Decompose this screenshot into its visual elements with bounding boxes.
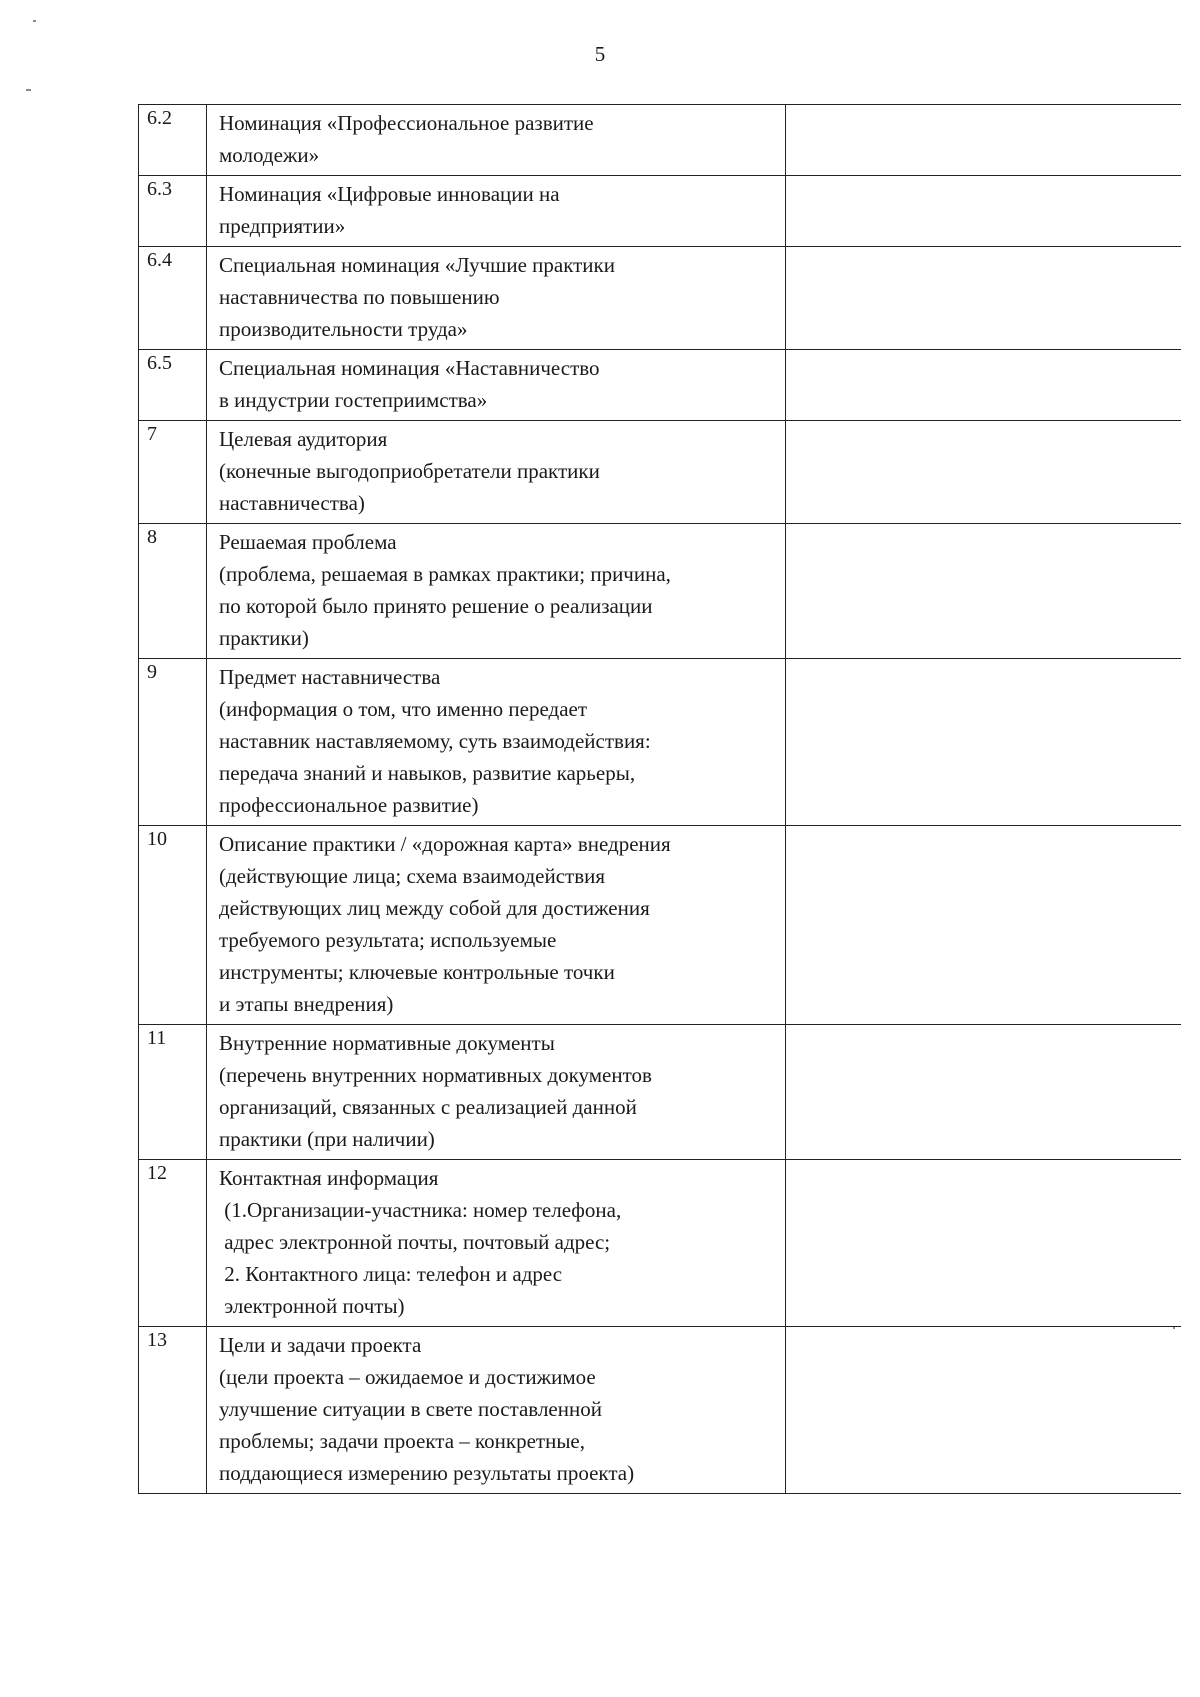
row-description	[207, 826, 786, 1025]
row-number: 6.2	[139, 105, 207, 176]
description-line: улучшение ситуации в свете поставленной	[219, 1397, 602, 1421]
row-description	[207, 105, 786, 176]
description-line: Внутренние нормативные документы	[219, 1031, 555, 1055]
scan-speck	[33, 20, 36, 22]
description-line: по которой было принято решение о реализации	[219, 594, 653, 618]
row-description	[207, 247, 786, 350]
scan-speck	[26, 89, 31, 91]
description-line: Цели и задачи проекта	[219, 1333, 422, 1357]
row-value-cell[interactable]	[786, 524, 1182, 659]
row-value-cell[interactable]	[786, 1025, 1182, 1160]
description-line: передача знаний и навыков, развитие карьеры,	[219, 761, 636, 785]
description-line: Предмет наставничества	[219, 665, 441, 689]
description-line: Решаемая проблема	[219, 530, 397, 554]
row-value-cell[interactable]	[786, 659, 1182, 826]
row-number: 8	[139, 524, 207, 659]
table-row	[139, 524, 1182, 659]
row-number: 6.3	[139, 176, 207, 247]
description-line: молодежи»	[219, 143, 320, 167]
description-line: Номинация «Профессиональное развитие	[219, 111, 594, 135]
row-value-cell[interactable]	[786, 826, 1182, 1025]
row-description	[207, 1160, 786, 1327]
row-value-cell[interactable]	[786, 421, 1182, 524]
row-number: 13	[139, 1327, 207, 1494]
row-description	[207, 350, 786, 421]
description-line: инструменты; ключевые контрольные точки	[219, 960, 615, 984]
description-line: адрес электронной почты, почтовый адрес;	[219, 1230, 611, 1254]
description-line: Номинация «Цифровые инновации на	[219, 182, 560, 206]
row-description	[207, 524, 786, 659]
row-number: 6.5	[139, 350, 207, 421]
description-line: Целевая аудитория	[219, 427, 388, 451]
table-row	[139, 1025, 1182, 1160]
description-line: Специальная номинация «Наставничество	[219, 356, 600, 380]
description-line: 2. Контактного лица: телефон и адрес	[219, 1262, 563, 1286]
description-line: в индустрии гостеприимства»	[219, 388, 488, 412]
application-form-table	[138, 104, 1181, 1494]
description-line: электронной почты)	[219, 1294, 405, 1318]
description-line: Специальная номинация «Лучшие практики	[219, 253, 615, 277]
description-line: наставничества)	[219, 491, 365, 515]
description-line: и этапы внедрения)	[219, 992, 394, 1016]
description-line: организаций, связанных с реализацией данной	[219, 1095, 637, 1119]
description-line: практики)	[219, 626, 309, 650]
row-description	[207, 659, 786, 826]
description-line: (информация о том, что именно передает	[219, 697, 588, 721]
table-row	[139, 350, 1182, 421]
description-line: (перечень внутренних нормативных документов	[219, 1063, 652, 1087]
description-line: практики (при наличии)	[219, 1127, 435, 1151]
table-row	[139, 247, 1182, 350]
row-description	[207, 1025, 786, 1160]
description-line: поддающиеся измерению результаты проекта)	[219, 1461, 635, 1485]
row-value-cell[interactable]	[786, 1160, 1182, 1327]
description-line: профессиональное развитие)	[219, 793, 479, 817]
table-row	[139, 826, 1182, 1025]
description-line: требуемого результата; используемые	[219, 928, 557, 952]
description-line: (действующие лица; схема взаимодействия	[219, 864, 606, 888]
row-number: 11	[139, 1025, 207, 1160]
row-value-cell[interactable]	[786, 350, 1182, 421]
description-line: (цели проекта – ожидаемое и достижимое	[219, 1365, 596, 1389]
description-line: (проблема, решаемая в рамках практики; причина,	[219, 562, 671, 586]
row-number: 12	[139, 1160, 207, 1327]
table-row	[139, 176, 1182, 247]
row-description	[207, 421, 786, 524]
row-description	[207, 1327, 786, 1494]
row-value-cell[interactable]	[786, 247, 1182, 350]
row-number: 10	[139, 826, 207, 1025]
page-number: 5	[594, 42, 606, 66]
description-line: наставничества по повышению	[219, 285, 500, 309]
row-value-cell[interactable]	[786, 105, 1182, 176]
table-row	[139, 1160, 1182, 1327]
description-line: предприятии»	[219, 214, 346, 238]
table-row	[139, 105, 1182, 176]
description-line: (1.Организации-участника: номер телефона,	[219, 1198, 622, 1222]
description-line: (конечные выгодоприобретатели практики	[219, 459, 600, 483]
description-line: проблемы; задачи проекта – конкретные,	[219, 1429, 586, 1453]
description-line: Контактная информация	[219, 1166, 439, 1190]
table-row	[139, 1327, 1182, 1494]
description-line: действующих лиц между собой для достижения	[219, 896, 650, 920]
description-line: производительности труда»	[219, 317, 468, 341]
description-line: Описание практики / «дорожная карта» внедрения	[219, 832, 671, 856]
table-row	[139, 659, 1182, 826]
row-value-cell[interactable]	[786, 1327, 1182, 1494]
row-number: 7	[139, 421, 207, 524]
description-line: наставник наставляемому, суть взаимодействия:	[219, 729, 651, 753]
row-value-cell[interactable]	[786, 176, 1182, 247]
row-number: 9	[139, 659, 207, 826]
row-description	[207, 176, 786, 247]
row-number: 6.4	[139, 247, 207, 350]
table-row	[139, 421, 1182, 524]
